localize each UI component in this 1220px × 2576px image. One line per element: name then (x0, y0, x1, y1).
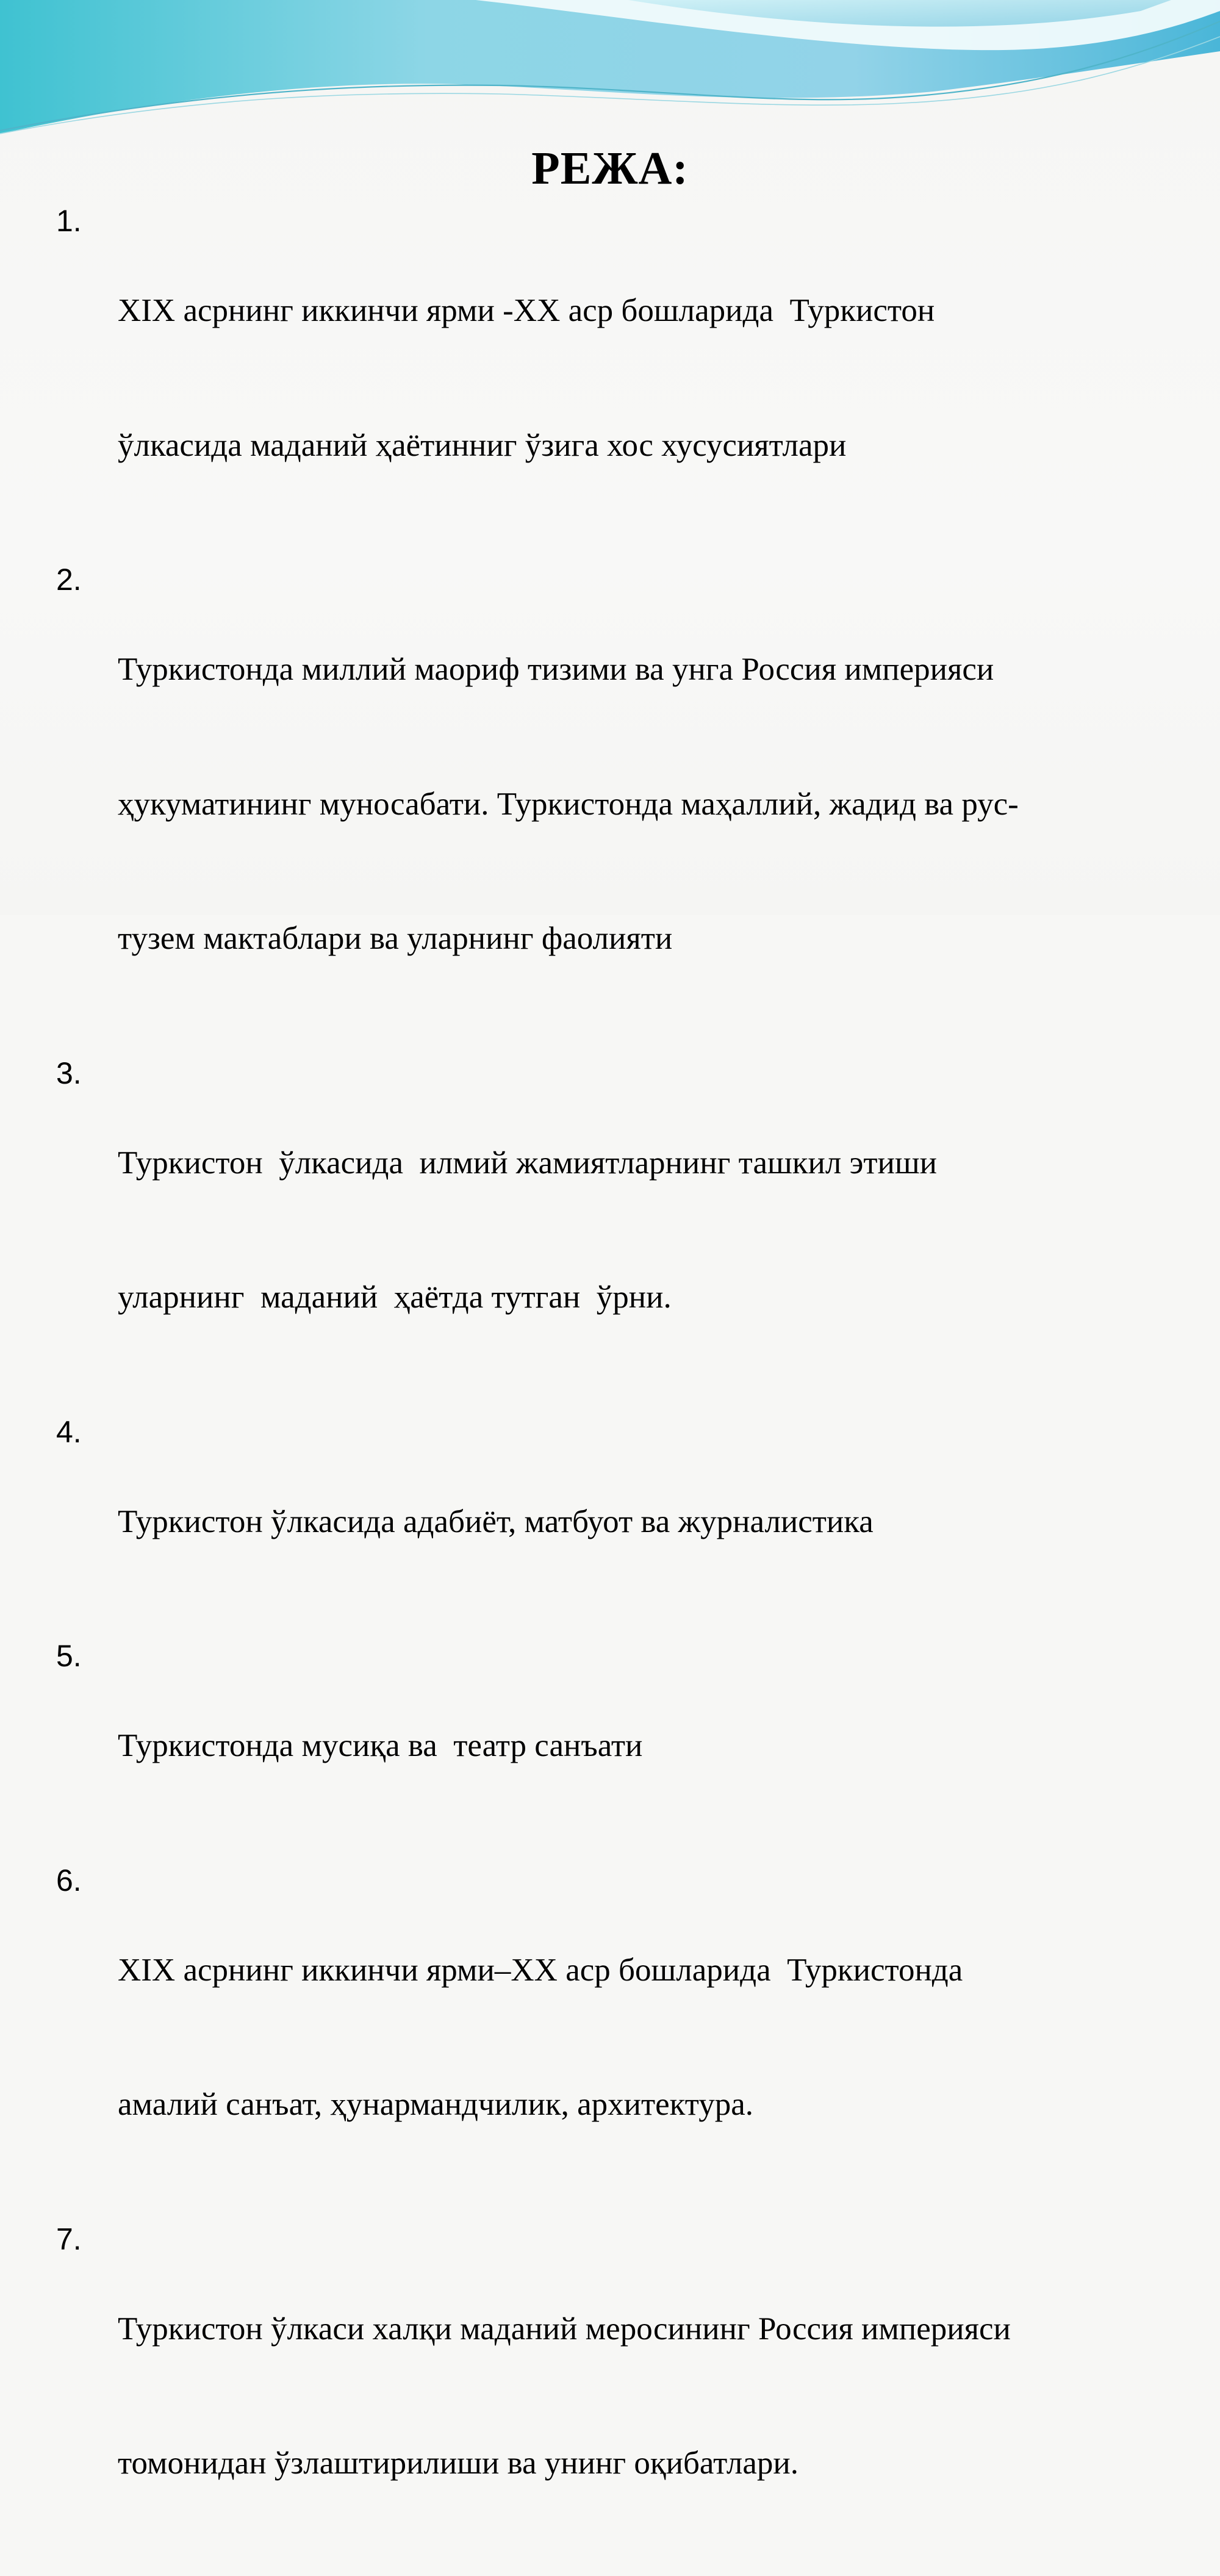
item-line: XIX асрнинг иккинчи ярми–XX аср бошларида Туркистонда (118, 1952, 963, 1988)
item-text (118, 1410, 1203, 1635)
plan-list (56, 199, 1203, 2576)
item-line: уларнинг маданий ҳаётда тутган ўрни. (118, 1279, 672, 1315)
item-line: XIX асрнинг иккинчи ярми -XX аср бошларида Туркистон (118, 293, 935, 328)
plan-item (56, 2217, 1203, 2576)
plan-item (56, 1410, 1203, 1635)
item-text (118, 199, 1203, 558)
item-line: тузем мактаблари ва уларнинг фаолияти (118, 921, 673, 956)
item-line: Туркистон ўлкасида адабиёт, матбуот ва журналистика (118, 1503, 874, 1539)
item-line: Туркистон ўлкасида илмий жамиятларнинг ташкил этиши (118, 1145, 938, 1181)
item-line: Туркистонда миллий маориф тизими ва унга Россия империяси (118, 652, 994, 687)
plan-item (56, 1634, 1203, 1858)
item-number: 1. (56, 204, 82, 238)
item-number: 3. (56, 1056, 82, 1090)
item-number: 7. (56, 2222, 82, 2256)
plan-item (56, 558, 1203, 1051)
header-wave-decoration (0, 0, 1220, 146)
plan-item (56, 1858, 1203, 2217)
item-line: ўлкасида маданий ҳаётинниг ўзига хос хусусиятлари (118, 427, 847, 463)
item-text (118, 2217, 1203, 2576)
item-line: амалий санъат, ҳунармандчилик, архитектура. (118, 2087, 753, 2122)
item-line: Туркистонда мусиқа ва театр санъати (118, 1728, 643, 1763)
item-number: 4. (56, 1414, 82, 1449)
item-number: 5. (56, 1639, 82, 1673)
item-number: 6. (56, 1863, 82, 1898)
item-line: Туркистон ўлкаси халқи маданий меросининг Россия империяси (118, 2311, 1011, 2347)
item-text (118, 1858, 1203, 2217)
plan-item (56, 1051, 1203, 1410)
item-line: томонидан ўзлаштирилиши ва унинг оқибатлари. (118, 2445, 799, 2481)
plan-item (56, 199, 1203, 558)
item-text (118, 1051, 1203, 1410)
item-line: ҳукуматининг муносабати. Туркистонда маҳаллий, жадид ва рус- (118, 786, 1019, 822)
slide-title: РЕЖА: (531, 143, 689, 194)
item-number: 2. (56, 563, 82, 597)
item-text (118, 1634, 1203, 1858)
item-text (118, 558, 1203, 1051)
